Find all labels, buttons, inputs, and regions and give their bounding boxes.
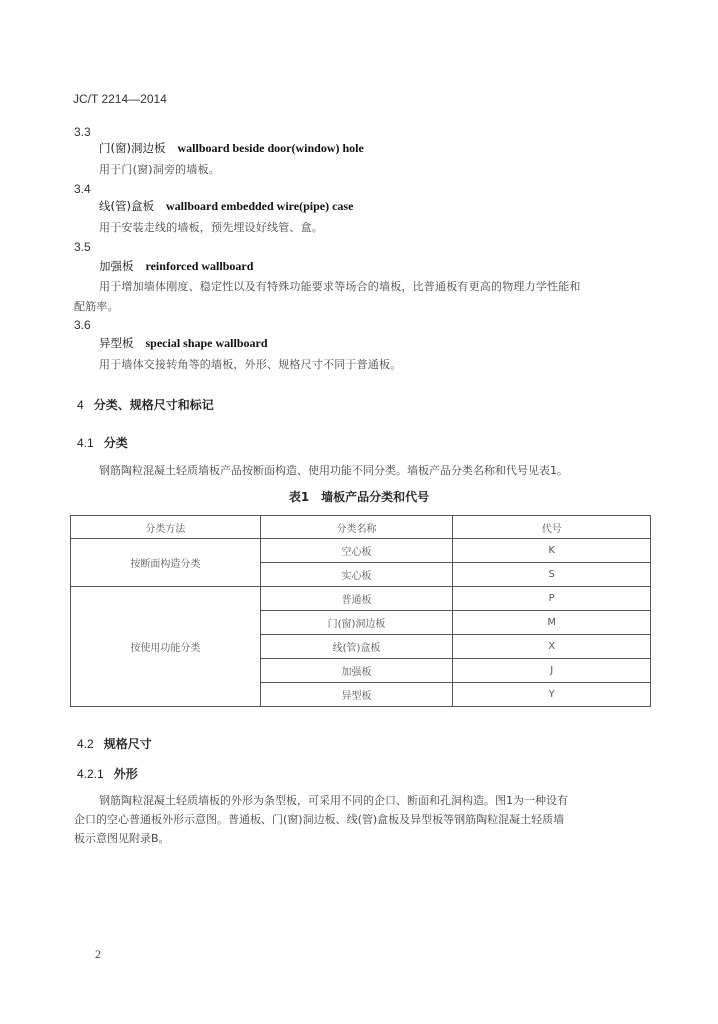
code-cell: P xyxy=(453,587,651,611)
paragraph-line: 钢筋陶粒混凝土轻质墙板的外形为条型板，可采用不同的企口、断面和孔洞构造。图1为一种设有 xyxy=(99,794,568,807)
subsection-title: 规格尺寸 xyxy=(103,737,152,751)
term-english: wallboard beside door(window) hole xyxy=(177,141,364,155)
section-number: 4 xyxy=(77,398,84,412)
clause-number: 3.4 xyxy=(74,182,91,196)
subsection-heading xyxy=(77,735,152,752)
table-header-cell: 代号 xyxy=(453,516,651,539)
name-cell: 空心板 xyxy=(260,539,453,563)
name-cell: 门(窗)洞边板 xyxy=(260,611,453,635)
term-heading xyxy=(99,258,253,274)
name-cell: 加强板 xyxy=(260,659,453,683)
table-row xyxy=(71,587,651,611)
term-definition: 用于安装走线的墙板，预先埋设好线管、盒。 xyxy=(99,221,323,234)
table-header-cell: 分类名称 xyxy=(260,516,453,539)
method-cell: 按使用功能分类 xyxy=(71,587,261,707)
method-cell: 按断面构造分类 xyxy=(71,539,261,587)
term-english: reinforced wallboard xyxy=(145,259,254,273)
clause-number: 3.6 xyxy=(74,318,91,332)
section-heading xyxy=(77,396,214,413)
paragraph: 钢筋陶粒混凝土轻质墙板产品按断面构造、使用功能不同分类。墙板产品分类名称和代号见表1。 xyxy=(99,464,568,477)
term-chinese: 门(窗)洞边板 xyxy=(99,141,166,155)
classification-table xyxy=(70,515,651,707)
term-definition: 用于门(窗)洞旁的墙板。 xyxy=(99,163,220,176)
subsection-number: 4.2.1 xyxy=(77,767,104,781)
term-heading xyxy=(99,198,353,214)
clause-number: 3.5 xyxy=(74,240,91,254)
code-cell: Y xyxy=(453,683,651,707)
term-english: special shape wallboard xyxy=(145,336,268,350)
subsection-heading xyxy=(77,434,128,451)
term-definition-line1: 用于增加墙体刚度、稳定性以及有特殊功能要求等场合的墙板，比普通板有更高的物理力学性能和 xyxy=(99,280,581,293)
term-definition: 用于墙体交接转角等的墙板，外形、规格尺寸不同于普通板。 xyxy=(99,358,402,371)
page-number: 2 xyxy=(95,947,101,961)
code-cell: M xyxy=(453,611,651,635)
term-chinese: 加强板 xyxy=(99,259,134,273)
subsection-title: 外形 xyxy=(113,767,138,781)
table-header-row xyxy=(71,516,651,539)
name-cell: 普通板 xyxy=(260,587,453,611)
term-chinese: 线(管)盒板 xyxy=(99,199,154,213)
subsection-title: 分类 xyxy=(103,436,128,450)
term-heading xyxy=(99,335,268,351)
term-chinese: 异型板 xyxy=(99,336,134,350)
term-definition-line2: 配筋率。 xyxy=(74,300,119,313)
name-cell: 线(管)盒板 xyxy=(260,635,453,659)
section-title: 分类、规格尺寸和标记 xyxy=(93,398,214,412)
subsection-number: 4.1 xyxy=(77,436,94,450)
standard-code: JC/T 2214—2014 xyxy=(73,92,167,106)
code-cell: S xyxy=(453,563,651,587)
table-row xyxy=(71,539,651,563)
paragraph-line: 企口的空心普通板外形示意图。普通板、门(窗)洞边板、线(管)盒板及异型板等钢筋陶粒混凝土轻质墙 xyxy=(74,813,565,826)
code-cell: X xyxy=(453,635,651,659)
name-cell: 异型板 xyxy=(260,683,453,707)
paragraph-line: 板示意图见附录B。 xyxy=(74,832,170,845)
code-cell: J xyxy=(453,659,651,683)
name-cell: 实心板 xyxy=(260,563,453,587)
subsection-heading xyxy=(77,765,138,782)
term-english: wallboard embedded wire(pipe) case xyxy=(165,199,354,213)
code-cell: K xyxy=(453,539,651,563)
term-heading xyxy=(99,140,364,156)
clause-number: 3.3 xyxy=(74,125,91,139)
subsection-number: 4.2 xyxy=(77,737,94,751)
table-header-cell: 分类方法 xyxy=(71,516,261,539)
table-title: 表1 墙板产品分类和代号 xyxy=(288,490,430,504)
